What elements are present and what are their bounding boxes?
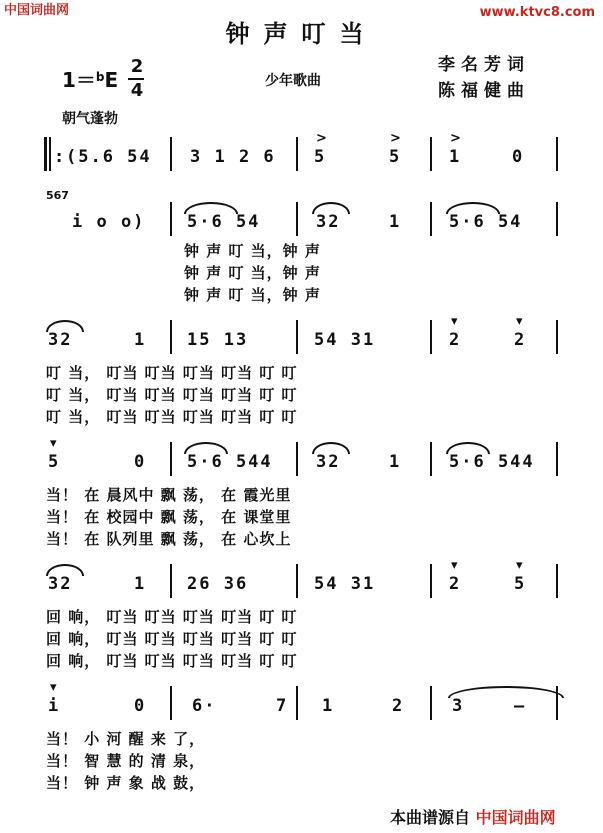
- note-group: 5: [389, 147, 402, 167]
- note-group: 5·6 544: [187, 452, 273, 472]
- score-row-5: 32 1 26 36 54 31 ▾ 2 ▾ 5: [44, 562, 560, 602]
- time-signature: 2 4: [128, 58, 146, 100]
- lyric-line: 当！ 钟 声 象 战 鼓，: [46, 774, 206, 792]
- note-group: 5·6 54: [187, 212, 261, 232]
- note-group: 32: [48, 574, 73, 594]
- lyric-line: 叮 当， 叮当 叮当 叮当 叮当 叮 叮: [46, 364, 298, 382]
- note-group: i o o): [72, 212, 146, 232]
- song-subtitle: 少年歌曲: [265, 73, 321, 89]
- lyric-line: 当！ 在 校园中 飘 荡， 在 课堂里: [46, 508, 292, 526]
- score-row-1: : (5.6 54 3 1 2 6 > 5 > 5 > 1 0: [44, 135, 560, 175]
- lyric-line: 当！ 在 晨风中 飘 荡， 在 霞光里: [46, 486, 292, 504]
- note-group: 2: [514, 330, 527, 350]
- lyric-line: 回 响， 叮当 叮当 叮当 叮当 叮 叮: [46, 630, 298, 648]
- note-group: 5: [314, 147, 327, 167]
- note-group: 32: [48, 330, 73, 350]
- score-row-2: [44, 200, 560, 240]
- note-group: 2: [449, 574, 462, 594]
- note-group: 0: [134, 696, 147, 716]
- lyric-line: 钟 声 叮 当，钟 声: [184, 286, 321, 304]
- lyric-line: 回 响， 叮当 叮当 叮当 叮当 叮 叮: [46, 652, 298, 670]
- note-group: 32: [316, 452, 341, 472]
- score-row-6: ▾ i 0 6· 7 1 2 3 —: [44, 684, 560, 724]
- score-row-4: ▾ 5 0 5·6 544 32 1 5·6 544: [44, 440, 560, 480]
- note-group: 0: [512, 147, 525, 167]
- score-row-3: 32 1 15 13 54 31 ▾ 2 ▾ 2: [44, 318, 560, 358]
- lyric-line: 当！ 智 慧 的 清 泉，: [46, 752, 206, 770]
- note-group: —: [514, 696, 527, 716]
- source-credit: 本曲谱源自 中国词曲网: [390, 808, 556, 827]
- note-group: 5·6 54: [449, 212, 523, 232]
- song-title: 钟声叮当: [225, 20, 378, 48]
- note-group: 3 1 2 6: [190, 147, 276, 167]
- note-group: 32: [316, 212, 341, 232]
- note-group: (5.6 54: [66, 147, 152, 167]
- note-group: 1: [389, 212, 402, 232]
- note-group: 0: [134, 452, 147, 472]
- lyric-line: 当！ 小 河 醒 来 了，: [46, 730, 206, 748]
- watermark-left: 中国词曲网: [4, 3, 70, 18]
- watermark-right: www.ktvc8.com: [479, 5, 595, 20]
- lyricist: 李名芳词: [438, 55, 530, 75]
- note-group: 1: [134, 574, 147, 594]
- note-group: 54 31: [314, 330, 376, 350]
- lyric-line: 叮 当， 叮当 叮当 叮当 叮当 叮 叮: [46, 408, 298, 426]
- note-group: i: [48, 696, 61, 716]
- lyric-line: 叮 当， 叮当 叮当 叮当 叮当 叮 叮: [46, 386, 298, 404]
- note-group: 1: [322, 696, 335, 716]
- note-group: 7: [276, 696, 289, 716]
- note-group: 1: [449, 147, 462, 167]
- composer: 陈福健曲: [438, 81, 530, 101]
- key-signature: 1＝$^b$E: [62, 68, 119, 92]
- note-group: 54 31: [314, 574, 376, 594]
- note-group: 3: [452, 696, 465, 716]
- lyric-line: 钟 声 叮 当，钟 声: [184, 242, 321, 260]
- note-group: 26 36: [187, 574, 249, 594]
- note-group: 2: [449, 330, 462, 350]
- lyric-line: 当！ 在 队列里 飘 荡， 在 心坎上: [46, 530, 292, 548]
- note-group: 5·6 544: [449, 452, 535, 472]
- credits: [438, 52, 530, 104]
- grace-notes: 567: [46, 189, 69, 202]
- note-group: 1: [134, 330, 147, 350]
- lyric-line: 回 响， 叮当 叮当 叮当 叮当 叮 叮: [46, 608, 298, 626]
- note-group: 6·: [192, 696, 217, 716]
- note-group: 2: [392, 696, 405, 716]
- note-group: 1: [389, 452, 402, 472]
- lyric-line: 钟 声 叮 当，钟 声: [184, 264, 321, 282]
- note-group: 5: [514, 574, 527, 594]
- tempo-marking: 朝气蓬勃: [62, 111, 118, 127]
- note-group: 15 13: [187, 330, 249, 350]
- note-group: 5: [48, 452, 61, 472]
